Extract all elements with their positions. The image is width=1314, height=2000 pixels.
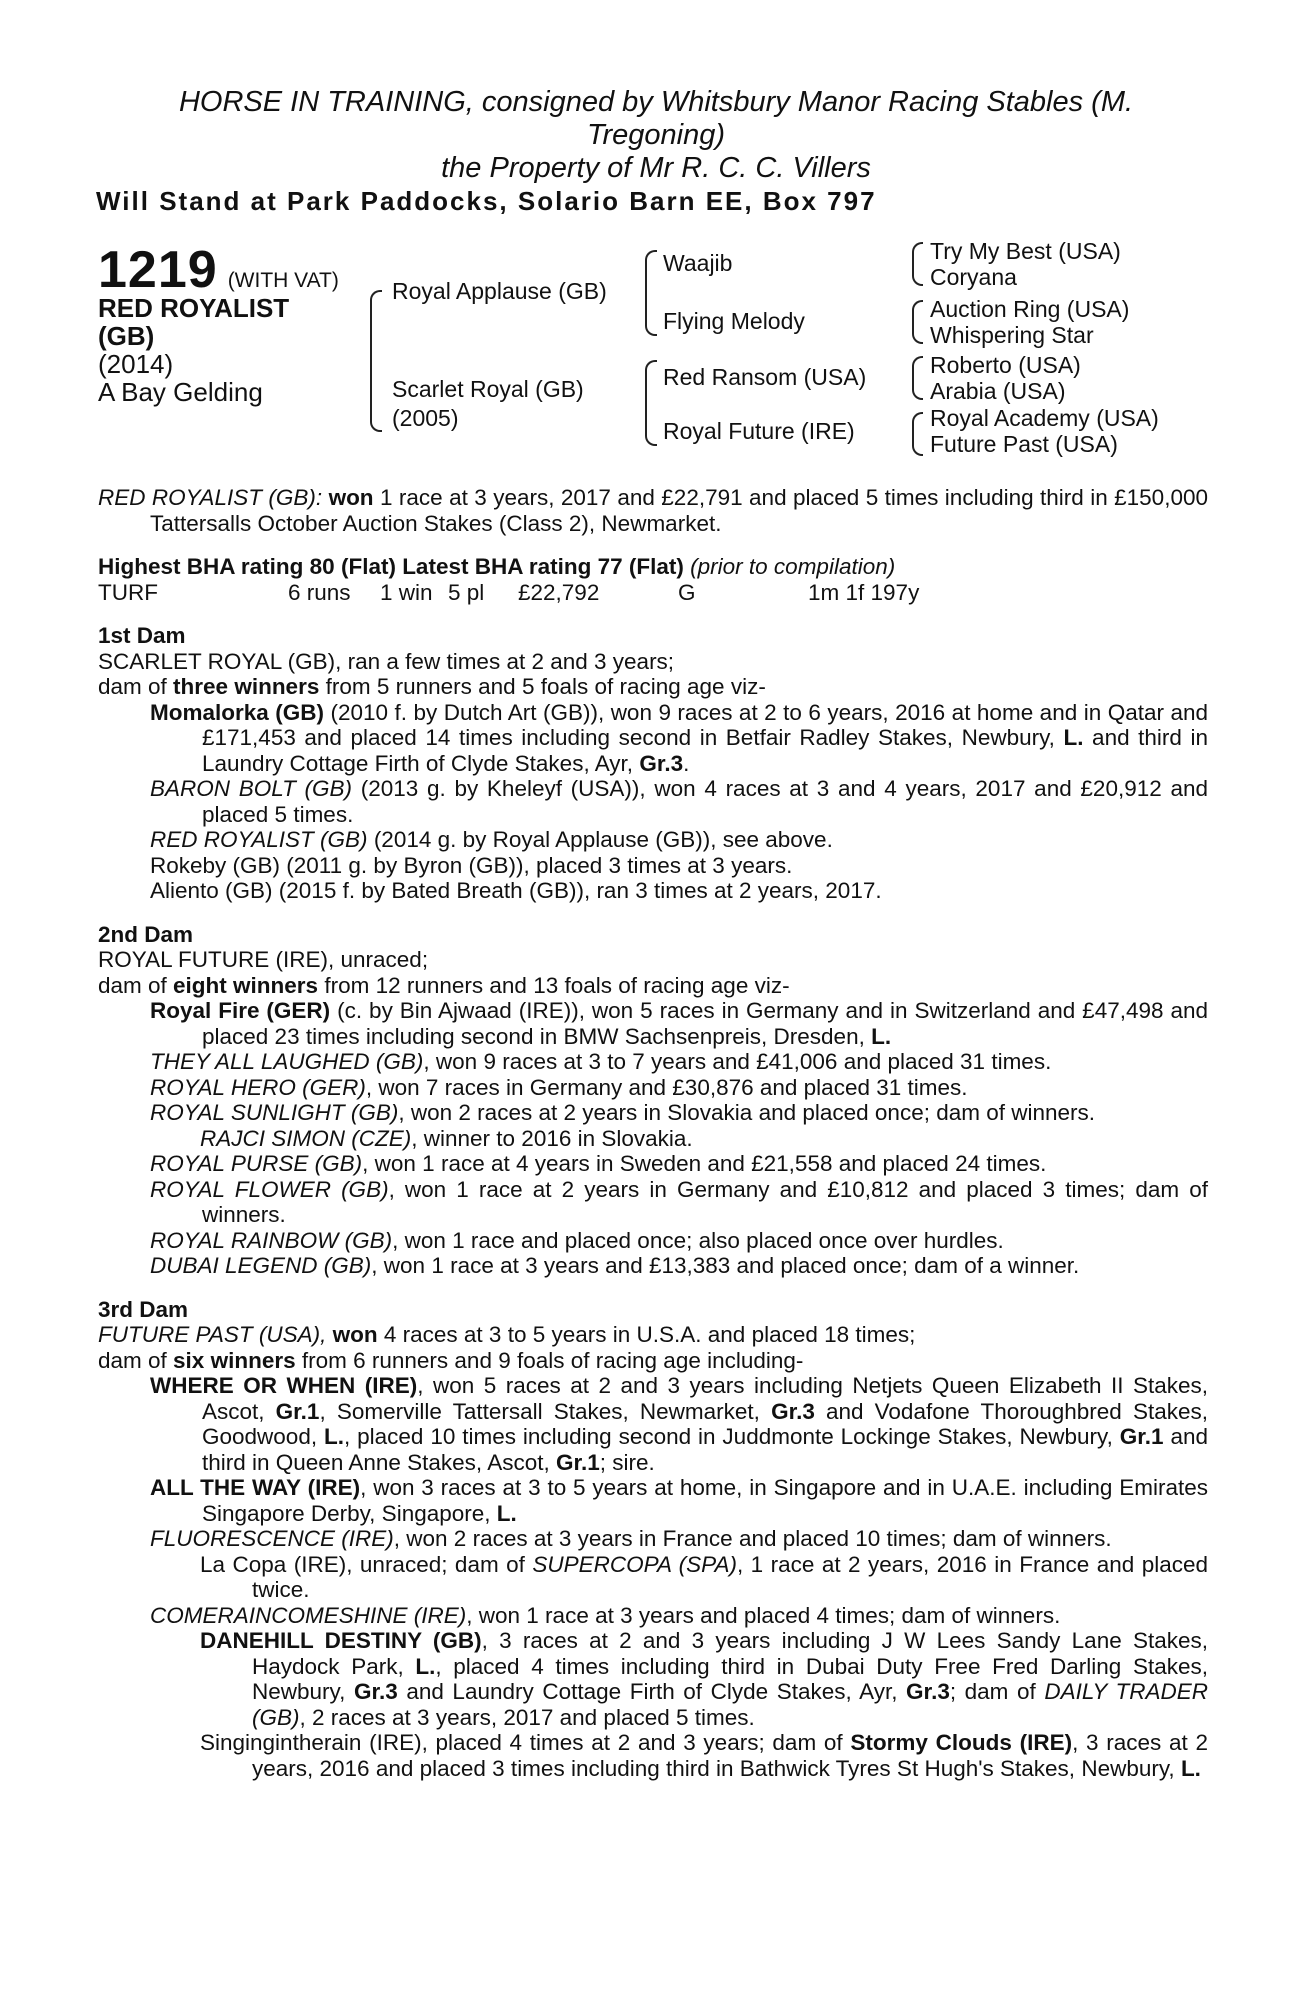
text: , won 1 race at 4 years in Sweden and £21,558 and placed 24 times.	[362, 1151, 1047, 1176]
name: DANEHILL DESTINY (GB)	[200, 1628, 482, 1653]
produce-baron-bolt	[98, 776, 1208, 827]
pedigree-dds: Royal Academy (USA)	[930, 405, 1159, 431]
summary-won: won	[328, 485, 374, 510]
turf-runs: 6 runs	[288, 579, 351, 605]
second-dam-title: 2nd Dam	[98, 921, 194, 947]
horse-description: A Bay Gelding	[98, 377, 263, 407]
rating-bold: Highest BHA rating 80 (Flat) Latest BHA rating 77 (Flat)	[98, 554, 684, 579]
text: and Laundry Cottage Firth of Clyde Stakes, Ayr,	[397, 1679, 907, 1704]
text: , won 3 races at 3 to 5 years at home, in Singapore and in U.A.E. including Emirates Singapore Derby, Singapore,	[202, 1475, 1208, 1526]
horse-name: RED ROYALIST	[98, 293, 290, 323]
pedigree-dam-dam: Royal Future (IRE)	[663, 418, 855, 444]
text: , won 1 race at 2 years in Germany and £10,812 and placed 3 times; dam of winners.	[202, 1176, 1208, 1227]
text: , won 2 races at 3 years in France and placed 10 times; dam of winners.	[393, 1526, 1112, 1551]
produce-they-all-laughed	[98, 1049, 1208, 1075]
name: ROYAL PURSE (GB)	[150, 1151, 363, 1176]
text: (2013 g. by Kheleyf (USA)), won 4 races at 3 and 4 years, 2017 and £20,912 and placed 5 times.	[202, 776, 1208, 827]
pedigree-brace-dam	[645, 360, 657, 446]
text: La Copa (IRE), unraced; dam of	[200, 1551, 533, 1577]
produce-royal-hero	[98, 1075, 1208, 1101]
produce-royal-sunlight	[98, 1100, 1208, 1126]
pedigree-brace-gen1	[370, 290, 382, 432]
rating-line	[98, 554, 1208, 580]
pedigree-ddd: Future Past (USA)	[930, 431, 1118, 457]
horse-country: (GB)	[98, 321, 155, 351]
winners-count: eight winners	[173, 972, 319, 998]
produce-dubai-legend	[98, 1253, 1208, 1279]
produce-momalorka	[98, 700, 1208, 777]
pedigree-dam-sire: Red Ransom (USA)	[663, 364, 867, 390]
group1-mark: Gr.1	[1119, 1424, 1164, 1449]
text: dam of	[98, 674, 174, 699]
name: DAILY TRADER (GB)	[252, 1679, 1208, 1730]
won: won	[332, 1322, 378, 1347]
listed-mark: L.	[496, 1500, 517, 1526]
pedigree-ssd: Coryana	[930, 264, 1017, 290]
produce-where-or-when	[98, 1373, 1208, 1475]
first-dam-line2	[98, 674, 1208, 700]
text: , won 2 races at 2 years in Slovakia and placed once; dam of winners.	[398, 1100, 1096, 1125]
produce-royal-purse	[98, 1151, 1208, 1177]
turf-placed: 5 pl	[448, 579, 485, 605]
name: ROYAL RAINBOW (GB)	[150, 1227, 393, 1253]
group1-mark: Gr.1	[555, 1449, 600, 1475]
produce-la-copa	[98, 1552, 1208, 1603]
text: , 3 races at 2 years, 2016 and placed 3 times including third in Bathwick Tyres St Hugh's Stakes, Newbury,	[252, 1730, 1208, 1781]
pedigree-sss: Try My Best (USA)	[930, 238, 1121, 264]
pedigree-brace-ds	[912, 356, 923, 400]
text: , winner to 2016 in Slovakia.	[411, 1125, 693, 1151]
text: Singingintherain (IRE), placed 4 times at 2 and 3 years; dam of	[200, 1730, 851, 1755]
pedigree-brace-sd	[912, 300, 923, 344]
turf-label: TURF	[98, 579, 158, 605]
winners-count: six winners	[173, 1347, 296, 1373]
name: ALL THE WAY (IRE)	[150, 1475, 361, 1500]
text: from 6 runners and 9 foals of racing age including-	[295, 1347, 804, 1373]
text: , placed 4 times including third in Dubai Duty Free Fred Darling Stakes, Newbury,	[252, 1653, 1208, 1704]
produce-comeraincomeshine	[98, 1603, 1208, 1629]
text: and third in Queen Anne Stakes, Ascot,	[202, 1424, 1208, 1475]
turf-going: G	[678, 579, 696, 605]
text: , won 1 race at 3 years and placed 4 times; dam of winners.	[466, 1602, 1061, 1628]
pedigree-brace-sire	[645, 250, 657, 336]
page-header	[96, 86, 1216, 218]
name: FLUORESCENCE (IRE)	[150, 1526, 394, 1551]
name: ROYAL FLOWER (GB)	[150, 1176, 389, 1202]
text: , 2 races at 3 years, 2017 and placed 5 times.	[299, 1704, 755, 1730]
name: Stormy Clouds (IRE)	[850, 1730, 1073, 1755]
group3-mark: Gr.3	[771, 1398, 815, 1424]
header-line-2: Tregoning)	[586, 119, 726, 151]
group3-mark: Gr.3	[906, 1679, 950, 1704]
text: , placed 10 times including second in Juddmonte Lockinge Stakes, Newbury,	[343, 1424, 1120, 1449]
pedigree-dss: Roberto (USA)	[930, 352, 1081, 378]
name: ROYAL HERO (GER)	[150, 1074, 366, 1100]
third-dam-title: 3rd Dam	[98, 1296, 189, 1322]
produce-all-the-way	[98, 1475, 1208, 1526]
listed-mark: L.	[323, 1424, 344, 1449]
pedigree-sdd: Whispering Star	[930, 322, 1094, 348]
listed-mark: L.	[871, 1023, 892, 1049]
pedigree-sire: Royal Applause (GB)	[392, 278, 607, 304]
first-dam-line1: SCARLET ROYAL (GB), ran a few times at 2 and 3 years;	[98, 648, 675, 674]
pedigree-dam-year: (2005)	[392, 405, 459, 431]
name: SUPERCOPA (SPA)	[532, 1551, 737, 1577]
text: (2010 f. by Dutch Art (GB)), won 9 races at 2 to 6 years, 2016 at home and in Qatar and £171,453 and placed 14 times including second in Betfair Radley Stakes, Newbury,	[202, 699, 1208, 750]
summary-text: 1 race at 3 years, 2017 and £22,791 and placed 5 times including third in £150,000 Tattersalls October Auction Stakes (Class 2), Newmarket.	[150, 485, 1208, 536]
baron-bolt-name: BARON BOLT (GB)	[150, 776, 353, 801]
text: , won 5 races at 2 and 3 years including Netjets Queen Elizabeth II Stakes, Ascot,	[202, 1373, 1208, 1424]
horse-info	[98, 294, 289, 406]
name: RAJCI SIMON (CZE)	[200, 1125, 412, 1151]
text: from 12 runners and 13 foals of racing age viz-	[318, 972, 790, 998]
pedigree-dam: Scarlet Royal (GB)	[392, 376, 584, 402]
second-dam-line2	[98, 973, 1208, 999]
text: , won 1 race at 3 years and £13,383 and placed once; dam of a winner.	[371, 1253, 1080, 1278]
group1-mark: Gr.1	[275, 1398, 320, 1424]
listed-mark: L.	[415, 1653, 436, 1679]
produce-royal-fire	[98, 998, 1208, 1049]
pedigree-sire-sire: Waajib	[663, 250, 733, 276]
name: DUBAI LEGEND (GB)	[150, 1253, 372, 1278]
name: ROYAL SUNLIGHT (GB)	[150, 1100, 399, 1125]
momalorka-name: Momalorka (GB)	[150, 699, 324, 725]
text: from 5 runners and 5 foals of racing age viz-	[319, 674, 766, 699]
name: COMERAINCOMESHINE (IRE)	[150, 1602, 467, 1628]
vat-note: (WITH VAT)	[227, 269, 339, 292]
race-summary: RED ROYALIST (GB): won 1 race at 3 years, 2017 and £22,791 and placed 5 times including third in £150,000 Tattersalls October Auction Stakes (Class 2), Newmarket.	[98, 485, 1208, 536]
text: , Somerville Tattersall Stakes, Newmarket,	[319, 1398, 772, 1424]
text: .	[683, 750, 690, 776]
text: , 3 races at 2 and 3 years including J W Lees Sandy Lane Stakes, Haydock Park,	[252, 1628, 1208, 1679]
produce-fluorescence	[98, 1526, 1208, 1552]
produce-rajci-simon	[98, 1126, 1208, 1152]
text: and Vodafone Thoroughbred Stakes, Goodwood,	[202, 1398, 1208, 1449]
lot-number: 1219	[98, 241, 218, 299]
pedigree-sds: Auction Ring (USA)	[930, 296, 1130, 322]
text: dam of	[98, 1347, 174, 1373]
text: , 1 race at 2 years, 2016 in France and placed twice.	[252, 1551, 1208, 1602]
rating-note: (prior to compilation)	[690, 554, 896, 579]
text: 4 races at 3 to 5 years in U.S.A. and placed 18 times;	[377, 1322, 916, 1347]
text: and third in Laundry Cottage Firth of Clyde Stakes, Ayr,	[202, 725, 1208, 776]
text: (c. by Bin Ajwaad (IRE)), won 5 races in Germany and in Switzerland and £47,498 and placed 23 times including second in BMW Sachsenpreis, Dresden,	[202, 998, 1208, 1049]
text: ; sire.	[599, 1449, 655, 1475]
produce-singingintherain	[98, 1730, 1208, 1781]
horse-year: (2014)	[98, 349, 174, 379]
group3-mark: Gr.3	[639, 750, 684, 776]
listed-mark: L.	[1063, 725, 1084, 750]
pedigree-sire-dam: Flying Melody	[663, 308, 805, 334]
produce-royal-rainbow	[98, 1228, 1208, 1254]
text: ; dam of	[949, 1679, 1045, 1704]
header-line-3: the Property of Mr R. C. C. Villers	[441, 152, 871, 184]
text: dam of	[98, 972, 174, 998]
produce-royal-flower	[98, 1177, 1208, 1228]
text: , won 7 races in Germany and £30,876 and placed 31 times.	[365, 1074, 968, 1100]
text: , won 9 races at 3 to 7 years and £41,006 and placed 31 times.	[423, 1049, 1052, 1074]
header-line-1: HORSE IN TRAINING, consigned by Whitsbury Manor Racing Stables (M.	[178, 86, 1134, 118]
text: , won 1 race and placed once; also placed once over hurdles.	[392, 1227, 1004, 1253]
second-dam-line1: ROYAL FUTURE (IRE), unraced;	[98, 947, 429, 972]
group3-mark: Gr.3	[353, 1679, 398, 1704]
turf-record	[98, 580, 1208, 606]
name: WHERE OR WHEN (IRE)	[150, 1373, 418, 1398]
pedigree-brace-ss	[912, 242, 923, 286]
pedigree-brace-dd	[912, 412, 923, 456]
produce-red-royalist	[98, 827, 1208, 853]
stand-location: Will Stand at Park Paddocks, Solario Barn EE, Box 797	[96, 186, 877, 216]
produce-aliento: Aliento (GB) (2015 f. by Bated Breath (GB)), ran 3 times at 2 years, 2017.	[150, 878, 882, 903]
lot-number-block	[98, 240, 339, 300]
name: THEY ALL LAUGHED (GB)	[150, 1049, 424, 1074]
name: FUTURE PAST (USA)	[98, 1322, 321, 1347]
turf-money: £22,792	[518, 579, 600, 605]
catalogue-body	[98, 485, 1208, 1781]
text: (2014 g. by Royal Applause (GB)), see above.	[373, 827, 833, 852]
pedigree-dsd: Arabia (USA)	[930, 378, 1066, 404]
produce-rokeby: Rokeby (GB) (2011 g. by Byron (GB)), placed 3 times at 3 years.	[150, 852, 793, 878]
first-dam-title: 1st Dam	[98, 623, 186, 648]
summary-horse-name: RED ROYALIST (GB)	[98, 485, 316, 510]
red-royalist-name: RED ROYALIST (GB)	[150, 827, 368, 852]
turf-distance: 1m 1f 197y	[808, 579, 920, 605]
winners-count: three winners	[173, 674, 320, 699]
third-dam-line1: FUTURE PAST (USA), won 4 races at 3 to 5 years in U.S.A. and placed 18 times;	[98, 1322, 916, 1347]
third-dam-line2	[98, 1348, 1208, 1374]
listed-mark: L.	[1180, 1755, 1201, 1781]
royal-fire-name: Royal Fire (GER)	[150, 998, 331, 1023]
produce-danehill-destiny	[98, 1628, 1208, 1730]
turf-wins: 1 win	[380, 579, 433, 605]
